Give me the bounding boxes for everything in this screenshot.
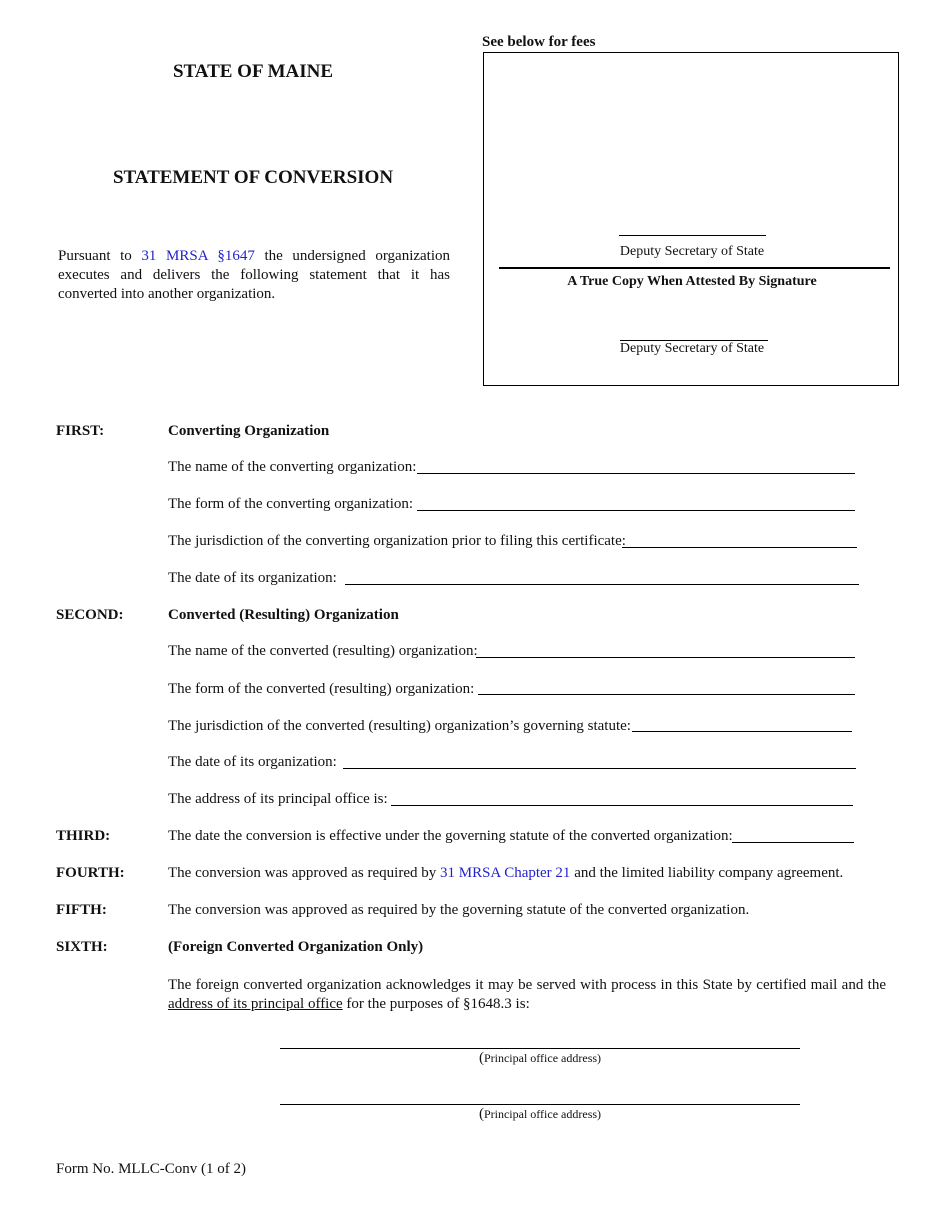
converted-form-field[interactable]	[478, 694, 855, 695]
principal-office-label: The address of its principal office is:	[168, 791, 388, 807]
first-title: Converting Organization	[168, 423, 330, 439]
third-text: The date the conversion is effective under the governing statute of the converted organization:	[168, 828, 733, 844]
intro-prefix: Pursuant to	[58, 248, 132, 264]
converting-name-field[interactable]	[417, 473, 855, 474]
sixth-text	[168, 976, 886, 1014]
second-label: SECOND:	[56, 607, 124, 623]
sixth-text-suffix: for the purposes of §1648.3 is:	[346, 996, 530, 1012]
signature-line-1	[619, 235, 766, 236]
fifth-text: The conversion was approved as required by the governing statute of the converted organization.	[168, 902, 750, 918]
converting-jurisdiction-field[interactable]	[622, 547, 857, 548]
form-number: Form No. MLLC-Conv (1 of 2)	[56, 1161, 246, 1177]
converting-date-label: The date of its organization:	[168, 570, 337, 586]
converting-form-field[interactable]	[417, 510, 855, 511]
fees-label: See below for fees	[482, 34, 596, 50]
converted-date-field[interactable]	[343, 768, 856, 769]
address-caption-2	[280, 1106, 800, 1123]
fourth-text	[168, 865, 843, 882]
converted-date-label: The date of its organization:	[168, 754, 337, 770]
fourth-text-suffix: and the limited liability company agreement.	[574, 865, 844, 881]
fifth-label: FIFTH:	[56, 902, 107, 918]
converting-form-label: The form of the converting organization:	[168, 496, 414, 512]
converted-form-label: The form of the converted (resulting) organization:	[168, 681, 475, 697]
sixth-text-prefix: The foreign converted organization acknowledges it may be served with process in this State by certified mail and the	[168, 977, 886, 993]
sixth-label: SIXTH:	[56, 939, 108, 955]
caption-text-1: Principal office address)	[483, 1051, 602, 1065]
form-title: STATEMENT OF CONVERSION	[112, 167, 394, 188]
principal-office-field[interactable]	[391, 805, 853, 806]
converting-date-field[interactable]	[345, 584, 859, 585]
attest-label: A True Copy When Attested By Signature	[567, 274, 817, 289]
sixth-text-underlined: address of its principal office	[168, 996, 343, 1012]
address-field-1[interactable]	[280, 1048, 800, 1049]
sixth-title: (Foreign Converted Organization Only)	[168, 939, 424, 955]
intro-paragraph	[58, 247, 450, 304]
converted-name-field[interactable]	[476, 657, 855, 658]
effective-date-field[interactable]	[732, 842, 854, 843]
fourth-label: FOURTH:	[56, 865, 125, 881]
fourth-text-prefix: The conversion was approved as required by	[168, 865, 437, 881]
first-label: FIRST:	[56, 423, 105, 439]
converted-jurisdiction-field[interactable]	[632, 731, 852, 732]
statute-link[interactable]: 31 MRSA §1647	[141, 248, 255, 264]
caption-text-2: Principal office address)	[483, 1107, 602, 1121]
converted-jurisdiction-label: The jurisdiction of the converted (resulting) organization’s governing statute:	[168, 718, 631, 734]
third-label: THIRD:	[56, 828, 111, 844]
box-divider	[499, 267, 890, 269]
filing-box	[483, 52, 899, 386]
deputy-label-2: Deputy Secretary of State	[619, 341, 765, 356]
address-caption-1	[280, 1050, 800, 1067]
caption-paren-1: (	[478, 1050, 484, 1066]
intro-suffix: the undersigned organization executes and delivers the following statement that it has converted into another organization.	[58, 248, 451, 302]
converting-jurisdiction-label: The jurisdiction of the converting organization prior to filing this certificate:	[168, 533, 626, 549]
state-title: STATE OF MAINE	[172, 61, 334, 82]
deputy-label-1: Deputy Secretary of State	[619, 244, 765, 259]
converting-name-label: The name of the converting organization:	[168, 459, 417, 475]
address-field-2[interactable]	[280, 1104, 800, 1105]
caption-paren-2: (	[478, 1106, 484, 1122]
second-title: Converted (Resulting) Organization	[168, 607, 399, 623]
converted-name-label: The name of the converted (resulting) organization:	[168, 643, 478, 659]
chapter-link[interactable]: 31 MRSA Chapter 21	[440, 865, 571, 881]
